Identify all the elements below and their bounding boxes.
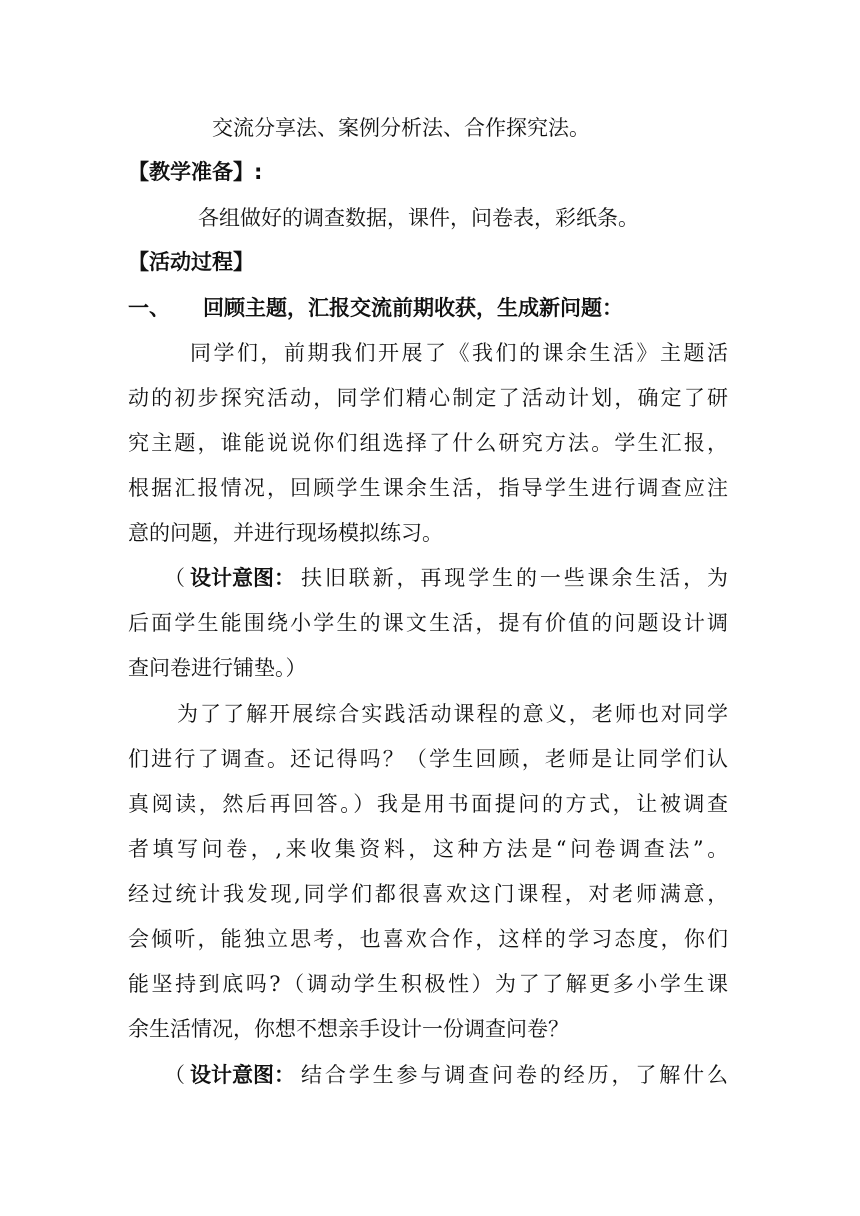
intent1-prefix: （: [164, 566, 185, 590]
paragraph2-line-1: 为了了解开展综合实践活动课程的意义，老师也对同学: [177, 702, 728, 726]
intent2-label: 设计意图：: [190, 1063, 295, 1087]
prep-heading: 【教学准备】:: [128, 160, 263, 184]
paragraph2-line-6: 会倾听，能独立思考，也喜欢合作，这样的学习态度，你们: [128, 927, 728, 951]
process-heading: 【活动过程】: [128, 250, 254, 274]
prep-text: 各组做好的调查数据，课件，问卷表，彩纸条。: [198, 206, 639, 230]
paragraph2-line-4: 者填写问卷，,来收集资料，这种方法是“问卷调查法”。: [128, 837, 728, 861]
intent1-line-3: 查问卷进行铺垫。）: [128, 656, 307, 680]
paragraph1-line-3: 究主题，谁能说说你们组选择了什么研究方法。学生汇报，: [128, 431, 728, 455]
intent2-prefix: （: [164, 1063, 185, 1087]
paragraph2-line-5: 经过统计我发现,同学们都很喜欢这门课程，对老师满意，: [128, 882, 728, 906]
intent2-line-1: 结合学生参与调查问卷的经历，了解什么: [301, 1063, 728, 1087]
paragraph2-line-2: 们进行了调查。还记得吗？（学生回顾，老师是让同学们认: [128, 747, 728, 771]
section-number: 一、: [128, 296, 170, 320]
methods-line: 交流分享法、案例分析法、合作探究法。: [212, 116, 590, 140]
intent1-line-2: 后面学生能围绕小学生的课文生活，提有价值的问题设计调: [128, 611, 728, 635]
paragraph1-line-5: 意的问题，并进行现场模拟练习。: [128, 521, 443, 545]
section-title: 回顾主题，汇报交流前期收获，生成新问题：: [203, 296, 623, 320]
intent1-line-1: 扶旧联新，再现学生的一些课余生活，为: [301, 566, 728, 590]
paragraph2-line-8: 余生活情况，你想不想亲手设计一份调查问卷？: [128, 1017, 569, 1041]
paragraph1-line-4: 根据汇报情况，回顾学生课余生活，指导学生进行调查应注: [128, 476, 728, 500]
paragraph1-line-2: 动的初步探究活动，同学们精心制定了活动计划，确定了研: [128, 386, 728, 410]
paragraph1-line-1: 同学们，前期我们开展了《我们的课余生活》主题活: [190, 341, 728, 365]
paragraph2-line-3: 真阅读，然后再回答。）我是用书面提问的方式，让被调查: [128, 792, 728, 816]
intent1-label: 设计意图：: [190, 566, 295, 590]
paragraph2-line-7: 能坚持到底吗?（调动学生积极性）为了了解更多小学生课: [128, 972, 728, 996]
